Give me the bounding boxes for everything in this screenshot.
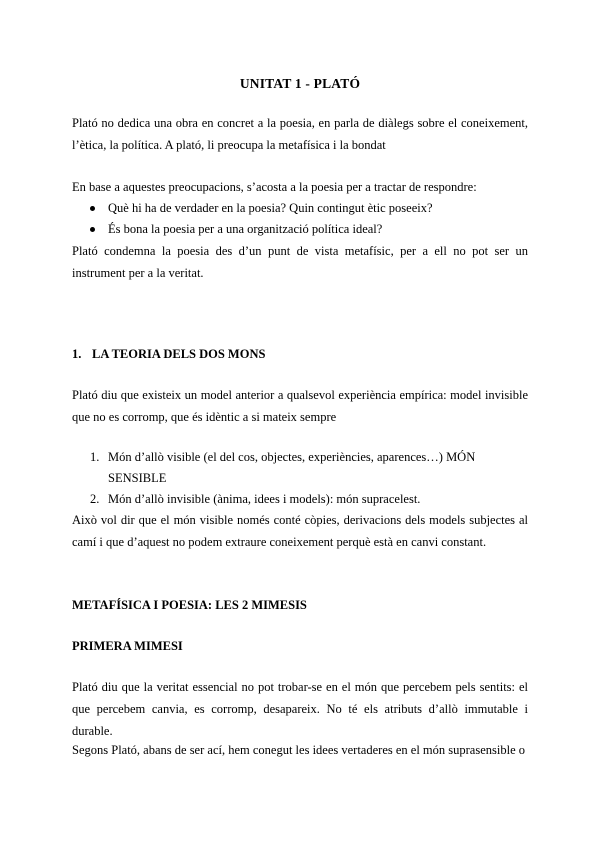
section-2-paragraph-block xyxy=(72,676,528,742)
condemna-paragraph: Plató condemna la poesia des d’un punt de vista metafísic, per a ell no pot ser un instrument per a la veritat. xyxy=(72,244,528,280)
section-2-paragraph-2-block xyxy=(72,739,528,761)
list-item: 2. Món d’allò invisible (ànima, idees i models): món supracelest. xyxy=(90,492,421,506)
section-2-paragraph: Plató diu que la veritat essencial no pot trobar-se en el món que percebem pels sentits: el que percebem canvia, es corromp, desapareix. No té els atributs d’allò immutable i durable. xyxy=(72,680,528,738)
subsection-heading xyxy=(72,635,528,657)
list-item: 1. Món d’allò visible (el del cos, objectes, experiències, aparences…) MÓN SENSIBLE xyxy=(90,450,476,485)
section-number: 1. xyxy=(72,347,82,361)
section-2-paragraph-2: Segons Plató, abans de ser ací, hem conegut les idees vertaderes en el món suprasensible o xyxy=(72,743,525,757)
section-2-heading xyxy=(72,594,528,616)
preocupacions-lead: En base a aquestes preocupacions, s’acosta a la poesia per a tractar de respondre: xyxy=(72,180,477,194)
page-title: UNITAT 1 - PLATÓ xyxy=(239,76,361,91)
subsection-title: PRIMERA MIMESI xyxy=(72,639,183,653)
worlds-list xyxy=(72,447,528,510)
intro-paragraph: Plató no dedica una obra en concret a la poesia, en parla de diàlegs sobre el coneixement, l’ètica, la política. A plató, li preocupa la metafísica i la bondat xyxy=(72,116,528,152)
section-1-paragraph-2: Això vol dir que el món visible només conté còpies, derivacions dels models subjectes al camí i que d’aquest no podem extraure coneixement perquè està en canvi constant. xyxy=(72,513,528,549)
intro-paragraph-block xyxy=(72,112,528,156)
list-item: És bona la poesia per a una organització política ideal? xyxy=(72,219,528,240)
section-1-heading xyxy=(72,343,528,365)
section-1-list-block xyxy=(72,447,528,510)
section-title: LA TEORIA DELS DOS MONS xyxy=(92,347,266,361)
bullet-icon xyxy=(90,206,95,211)
section-1-paragraph-2-block xyxy=(72,509,528,553)
preocupacions-block xyxy=(72,176,528,284)
question-list xyxy=(72,198,528,240)
section-1-paragraph-block xyxy=(72,384,528,428)
bullet-icon xyxy=(90,227,95,232)
section-title: METAFÍSICA I POESIA: LES 2 MIMESIS xyxy=(72,598,307,612)
section-1-paragraph: Plató diu que existeix un model anterior a qualsevol experiència empírica: model invisible que no es corromp, que és idèntic a si mateix sempre xyxy=(72,388,528,424)
list-item: Què hi ha de verdader en la poesia? Quin contingut ètic poseeix? xyxy=(72,198,528,219)
